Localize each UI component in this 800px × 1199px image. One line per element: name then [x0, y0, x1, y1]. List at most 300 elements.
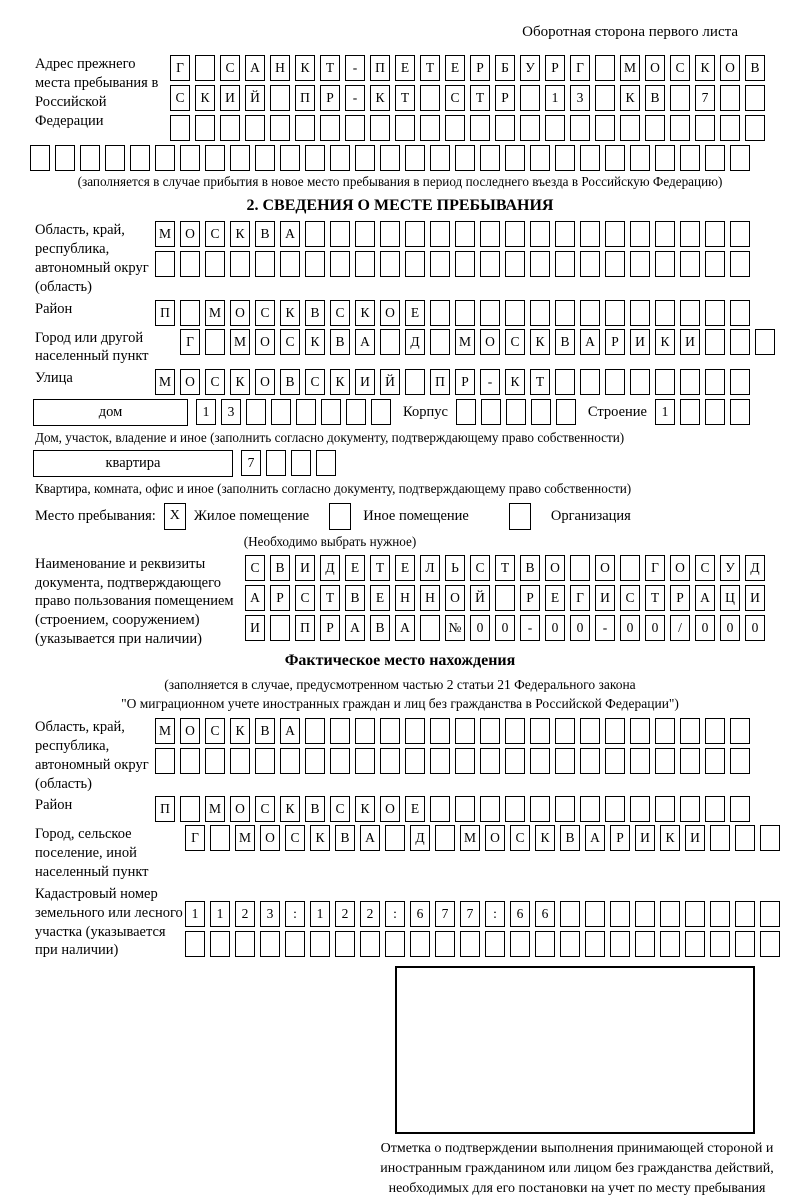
- char-cell[interactable]: [560, 901, 580, 927]
- char-cell[interactable]: Е: [445, 55, 465, 81]
- char-cell[interactable]: Е: [545, 585, 565, 611]
- char-cell[interactable]: К: [230, 718, 250, 744]
- char-cell[interactable]: О: [485, 825, 505, 851]
- char-cell[interactable]: 7: [435, 901, 455, 927]
- char-cell[interactable]: 7: [241, 450, 261, 476]
- char-cell[interactable]: Т: [495, 555, 515, 581]
- char-cell[interactable]: С: [220, 55, 240, 81]
- char-cell[interactable]: [680, 796, 700, 822]
- char-cell[interactable]: О: [180, 369, 200, 395]
- char-cell[interactable]: А: [395, 615, 415, 641]
- char-cell[interactable]: [530, 748, 550, 774]
- char-cell[interactable]: П: [295, 615, 315, 641]
- char-cell[interactable]: Е: [395, 555, 415, 581]
- char-cell[interactable]: 3: [570, 85, 590, 111]
- char-cell[interactable]: [480, 300, 500, 326]
- char-cell[interactable]: [455, 748, 475, 774]
- char-cell[interactable]: [505, 300, 525, 326]
- char-cell[interactable]: [580, 796, 600, 822]
- char-cell[interactable]: М: [235, 825, 255, 851]
- char-cell[interactable]: Г: [170, 55, 190, 81]
- char-cell[interactable]: [680, 718, 700, 744]
- char-cell[interactable]: [170, 115, 190, 141]
- char-cell[interactable]: [635, 931, 655, 957]
- char-cell[interactable]: А: [585, 825, 605, 851]
- char-cell[interactable]: А: [245, 55, 265, 81]
- char-cell[interactable]: Д: [405, 329, 425, 355]
- char-cell[interactable]: 1: [310, 901, 330, 927]
- char-cell[interactable]: [670, 115, 690, 141]
- char-cell[interactable]: [270, 115, 290, 141]
- char-cell[interactable]: [730, 718, 750, 744]
- char-cell[interactable]: [310, 931, 330, 957]
- char-cell[interactable]: К: [195, 85, 215, 111]
- char-cell[interactable]: [480, 221, 500, 247]
- char-cell[interactable]: К: [305, 329, 325, 355]
- char-cell[interactable]: И: [245, 615, 265, 641]
- char-cell[interactable]: С: [205, 369, 225, 395]
- char-cell[interactable]: О: [180, 718, 200, 744]
- char-cell[interactable]: О: [595, 555, 615, 581]
- char-cell[interactable]: Н: [395, 585, 415, 611]
- char-cell[interactable]: [480, 251, 500, 277]
- char-cell[interactable]: [560, 931, 580, 957]
- char-cell[interactable]: [730, 221, 750, 247]
- char-cell[interactable]: Н: [420, 585, 440, 611]
- char-cell[interactable]: С: [255, 300, 275, 326]
- char-cell[interactable]: 0: [745, 615, 765, 641]
- char-cell[interactable]: [595, 115, 615, 141]
- char-cell[interactable]: У: [520, 55, 540, 81]
- char-cell[interactable]: -: [520, 615, 540, 641]
- char-cell[interactable]: Р: [545, 55, 565, 81]
- char-cell[interactable]: [545, 115, 565, 141]
- char-cell[interactable]: О: [380, 300, 400, 326]
- char-cell[interactable]: И: [745, 585, 765, 611]
- char-cell[interactable]: В: [745, 55, 765, 81]
- char-cell[interactable]: И: [595, 585, 615, 611]
- char-cell[interactable]: [155, 748, 175, 774]
- char-cell[interactable]: [730, 251, 750, 277]
- char-cell[interactable]: И: [685, 825, 705, 851]
- char-cell[interactable]: В: [255, 221, 275, 247]
- char-cell[interactable]: [285, 931, 305, 957]
- char-cell[interactable]: [530, 796, 550, 822]
- char-cell[interactable]: [316, 450, 336, 476]
- char-cell[interactable]: Б: [495, 55, 515, 81]
- char-cell[interactable]: [555, 300, 575, 326]
- char-cell[interactable]: 1: [655, 399, 675, 425]
- char-cell[interactable]: [385, 825, 405, 851]
- char-cell[interactable]: [730, 796, 750, 822]
- char-cell[interactable]: [605, 718, 625, 744]
- char-cell[interactable]: Р: [320, 615, 340, 641]
- char-cell[interactable]: М: [230, 329, 250, 355]
- char-cell[interactable]: [405, 221, 425, 247]
- char-cell[interactable]: [580, 251, 600, 277]
- char-cell[interactable]: 0: [720, 615, 740, 641]
- char-cell[interactable]: [530, 221, 550, 247]
- char-cell[interactable]: [130, 145, 150, 171]
- char-cell[interactable]: [430, 145, 450, 171]
- char-cell[interactable]: [155, 145, 175, 171]
- char-cell[interactable]: [680, 145, 700, 171]
- char-cell[interactable]: И: [635, 825, 655, 851]
- char-cell[interactable]: [530, 718, 550, 744]
- char-cell[interactable]: [680, 369, 700, 395]
- char-cell[interactable]: П: [295, 85, 315, 111]
- char-cell[interactable]: [510, 931, 530, 957]
- char-cell[interactable]: [230, 251, 250, 277]
- char-cell[interactable]: [105, 145, 125, 171]
- char-cell[interactable]: 2: [360, 901, 380, 927]
- char-cell[interactable]: [605, 369, 625, 395]
- char-cell[interactable]: О: [380, 796, 400, 822]
- char-cell[interactable]: С: [330, 300, 350, 326]
- char-cell[interactable]: К: [230, 369, 250, 395]
- char-cell[interactable]: [205, 145, 225, 171]
- char-cell[interactable]: [410, 931, 430, 957]
- char-cell[interactable]: М: [460, 825, 480, 851]
- char-cell[interactable]: [710, 825, 730, 851]
- char-cell[interactable]: [630, 221, 650, 247]
- char-cell[interactable]: [685, 901, 705, 927]
- char-cell[interactable]: Г: [570, 585, 590, 611]
- char-cell[interactable]: М: [455, 329, 475, 355]
- char-cell[interactable]: [255, 748, 275, 774]
- char-cell[interactable]: [720, 85, 740, 111]
- char-cell[interactable]: С: [330, 796, 350, 822]
- char-cell[interactable]: Е: [370, 585, 390, 611]
- char-cell[interactable]: К: [230, 221, 250, 247]
- char-cell[interactable]: [630, 251, 650, 277]
- char-cell[interactable]: [330, 718, 350, 744]
- char-cell[interactable]: [730, 329, 750, 355]
- char-cell[interactable]: И: [295, 555, 315, 581]
- char-cell[interactable]: 3: [221, 399, 241, 425]
- char-cell[interactable]: [360, 931, 380, 957]
- char-cell[interactable]: К: [695, 55, 715, 81]
- char-cell[interactable]: [710, 931, 730, 957]
- char-cell[interactable]: В: [645, 85, 665, 111]
- char-cell[interactable]: И: [355, 369, 375, 395]
- char-cell[interactable]: М: [205, 300, 225, 326]
- char-cell[interactable]: М: [155, 718, 175, 744]
- char-cell[interactable]: [385, 931, 405, 957]
- char-cell[interactable]: [420, 85, 440, 111]
- char-cell[interactable]: Р: [610, 825, 630, 851]
- char-cell[interactable]: [355, 221, 375, 247]
- char-cell[interactable]: [520, 115, 540, 141]
- char-cell[interactable]: О: [545, 555, 565, 581]
- char-cell[interactable]: [605, 251, 625, 277]
- char-cell[interactable]: [555, 369, 575, 395]
- char-cell[interactable]: А: [695, 585, 715, 611]
- char-cell[interactable]: [270, 615, 290, 641]
- char-cell[interactable]: [435, 825, 455, 851]
- char-cell[interactable]: 0: [620, 615, 640, 641]
- char-cell[interactable]: [405, 145, 425, 171]
- char-cell[interactable]: [55, 145, 75, 171]
- char-cell[interactable]: О: [230, 300, 250, 326]
- char-cell[interactable]: [580, 369, 600, 395]
- char-cell[interactable]: [605, 796, 625, 822]
- char-cell[interactable]: К: [535, 825, 555, 851]
- char-cell[interactable]: [305, 145, 325, 171]
- char-cell[interactable]: П: [155, 300, 175, 326]
- char-cell[interactable]: [355, 718, 375, 744]
- char-cell[interactable]: В: [520, 555, 540, 581]
- char-cell[interactable]: Т: [320, 585, 340, 611]
- char-cell[interactable]: [705, 369, 725, 395]
- char-cell[interactable]: [246, 399, 266, 425]
- char-cell[interactable]: 3: [260, 901, 280, 927]
- char-cell[interactable]: С: [620, 585, 640, 611]
- char-cell[interactable]: -: [345, 85, 365, 111]
- char-cell[interactable]: [180, 748, 200, 774]
- char-cell[interactable]: [555, 251, 575, 277]
- char-cell[interactable]: 2: [335, 901, 355, 927]
- char-cell[interactable]: Р: [520, 585, 540, 611]
- char-cell[interactable]: [380, 718, 400, 744]
- char-cell[interactable]: 0: [695, 615, 715, 641]
- char-cell[interactable]: [556, 399, 576, 425]
- char-cell[interactable]: Г: [645, 555, 665, 581]
- char-cell[interactable]: [455, 145, 475, 171]
- char-cell[interactable]: [530, 251, 550, 277]
- char-cell[interactable]: К: [295, 55, 315, 81]
- char-cell[interactable]: Р: [605, 329, 625, 355]
- char-cell[interactable]: 7: [695, 85, 715, 111]
- char-cell[interactable]: [220, 115, 240, 141]
- char-cell[interactable]: 0: [570, 615, 590, 641]
- char-cell[interactable]: [455, 300, 475, 326]
- char-cell[interactable]: Т: [645, 585, 665, 611]
- char-cell[interactable]: [580, 221, 600, 247]
- char-cell[interactable]: В: [560, 825, 580, 851]
- char-cell[interactable]: [205, 748, 225, 774]
- char-cell[interactable]: Е: [395, 55, 415, 81]
- char-cell[interactable]: С: [170, 85, 190, 111]
- char-cell[interactable]: [655, 796, 675, 822]
- char-cell[interactable]: 0: [495, 615, 515, 641]
- char-cell[interactable]: [595, 55, 615, 81]
- char-cell[interactable]: Г: [185, 825, 205, 851]
- char-cell[interactable]: [735, 931, 755, 957]
- char-cell[interactable]: [720, 115, 740, 141]
- char-cell[interactable]: [420, 615, 440, 641]
- char-cell[interactable]: К: [310, 825, 330, 851]
- char-cell[interactable]: 2: [235, 901, 255, 927]
- char-cell[interactable]: М: [620, 55, 640, 81]
- char-cell[interactable]: [520, 85, 540, 111]
- char-cell[interactable]: [180, 145, 200, 171]
- char-cell[interactable]: [305, 718, 325, 744]
- char-cell[interactable]: [730, 145, 750, 171]
- char-cell[interactable]: О: [480, 329, 500, 355]
- char-cell[interactable]: [330, 221, 350, 247]
- char-cell[interactable]: [481, 399, 501, 425]
- char-cell[interactable]: [620, 115, 640, 141]
- char-cell[interactable]: Р: [320, 85, 340, 111]
- char-cell[interactable]: У: [720, 555, 740, 581]
- char-cell[interactable]: П: [155, 796, 175, 822]
- char-cell[interactable]: [485, 931, 505, 957]
- char-cell[interactable]: Р: [495, 85, 515, 111]
- char-cell[interactable]: [580, 748, 600, 774]
- char-cell[interactable]: [505, 221, 525, 247]
- char-cell[interactable]: Н: [270, 55, 290, 81]
- char-cell[interactable]: [760, 931, 780, 957]
- char-cell[interactable]: [585, 901, 605, 927]
- char-cell[interactable]: [735, 901, 755, 927]
- char-cell[interactable]: [685, 931, 705, 957]
- char-cell[interactable]: Т: [320, 55, 340, 81]
- char-cell[interactable]: Г: [180, 329, 200, 355]
- char-cell[interactable]: Д: [410, 825, 430, 851]
- char-cell[interactable]: К: [280, 300, 300, 326]
- char-cell[interactable]: 1: [185, 901, 205, 927]
- char-cell[interactable]: /: [670, 615, 690, 641]
- char-cell[interactable]: 0: [470, 615, 490, 641]
- char-cell[interactable]: [235, 931, 255, 957]
- char-cell[interactable]: [745, 85, 765, 111]
- char-cell[interactable]: [745, 115, 765, 141]
- char-cell[interactable]: В: [330, 329, 350, 355]
- char-cell[interactable]: -: [345, 55, 365, 81]
- char-cell[interactable]: [630, 796, 650, 822]
- char-cell[interactable]: С: [510, 825, 530, 851]
- char-cell[interactable]: [505, 251, 525, 277]
- char-cell[interactable]: [180, 796, 200, 822]
- char-cell[interactable]: В: [370, 615, 390, 641]
- char-cell[interactable]: [245, 115, 265, 141]
- char-cell[interactable]: [270, 85, 290, 111]
- char-cell[interactable]: [705, 399, 725, 425]
- char-cell[interactable]: [395, 115, 415, 141]
- char-cell[interactable]: [760, 825, 780, 851]
- char-cell[interactable]: А: [245, 585, 265, 611]
- char-cell[interactable]: [470, 115, 490, 141]
- char-cell[interactable]: [430, 796, 450, 822]
- char-cell[interactable]: [630, 369, 650, 395]
- char-cell[interactable]: [180, 300, 200, 326]
- char-cell[interactable]: [705, 329, 725, 355]
- char-cell[interactable]: [80, 145, 100, 171]
- char-cell[interactable]: [380, 748, 400, 774]
- char-cell[interactable]: Р: [270, 585, 290, 611]
- char-cell[interactable]: [430, 718, 450, 744]
- char-cell[interactable]: [296, 399, 316, 425]
- char-cell[interactable]: С: [245, 555, 265, 581]
- char-cell[interactable]: В: [255, 718, 275, 744]
- char-cell[interactable]: [495, 585, 515, 611]
- char-cell[interactable]: Л: [420, 555, 440, 581]
- char-cell[interactable]: [505, 748, 525, 774]
- char-cell[interactable]: [355, 145, 375, 171]
- char-cell[interactable]: М: [155, 369, 175, 395]
- char-cell[interactable]: [730, 399, 750, 425]
- checkbox-zhiloe[interactable]: X: [164, 503, 186, 530]
- char-cell[interactable]: [455, 221, 475, 247]
- char-cell[interactable]: [445, 115, 465, 141]
- char-cell[interactable]: [180, 251, 200, 277]
- char-cell[interactable]: К: [280, 796, 300, 822]
- char-cell[interactable]: Е: [405, 796, 425, 822]
- char-cell[interactable]: К: [655, 329, 675, 355]
- char-cell[interactable]: О: [445, 585, 465, 611]
- char-cell[interactable]: 7: [460, 901, 480, 927]
- char-cell[interactable]: А: [280, 221, 300, 247]
- char-cell[interactable]: О: [720, 55, 740, 81]
- char-cell[interactable]: [660, 931, 680, 957]
- char-cell[interactable]: [380, 145, 400, 171]
- char-cell[interactable]: [755, 329, 775, 355]
- char-cell[interactable]: [630, 748, 650, 774]
- char-cell[interactable]: [680, 300, 700, 326]
- char-cell[interactable]: С: [470, 555, 490, 581]
- char-cell[interactable]: П: [370, 55, 390, 81]
- char-cell[interactable]: [455, 251, 475, 277]
- char-cell[interactable]: [430, 300, 450, 326]
- char-cell[interactable]: [330, 145, 350, 171]
- char-cell[interactable]: С: [295, 585, 315, 611]
- char-cell[interactable]: Т: [420, 55, 440, 81]
- char-cell[interactable]: [605, 748, 625, 774]
- char-cell[interactable]: [405, 369, 425, 395]
- char-cell[interactable]: [230, 145, 250, 171]
- char-cell[interactable]: [195, 55, 215, 81]
- char-cell[interactable]: [585, 931, 605, 957]
- char-cell[interactable]: В: [335, 825, 355, 851]
- char-cell[interactable]: [330, 251, 350, 277]
- char-cell[interactable]: [595, 85, 615, 111]
- char-cell[interactable]: [430, 221, 450, 247]
- char-cell[interactable]: [580, 145, 600, 171]
- char-cell[interactable]: [531, 399, 551, 425]
- char-cell[interactable]: [335, 931, 355, 957]
- char-cell[interactable]: С: [285, 825, 305, 851]
- char-cell[interactable]: Д: [320, 555, 340, 581]
- char-cell[interactable]: К: [620, 85, 640, 111]
- char-cell[interactable]: Т: [470, 85, 490, 111]
- char-cell[interactable]: [705, 145, 725, 171]
- char-cell[interactable]: 1: [210, 901, 230, 927]
- char-cell[interactable]: [645, 115, 665, 141]
- char-cell[interactable]: И: [220, 85, 240, 111]
- char-cell[interactable]: [670, 85, 690, 111]
- char-cell[interactable]: [705, 300, 725, 326]
- char-cell[interactable]: [555, 748, 575, 774]
- char-cell[interactable]: [506, 399, 526, 425]
- char-cell[interactable]: 0: [545, 615, 565, 641]
- char-cell[interactable]: О: [180, 221, 200, 247]
- char-cell[interactable]: [305, 221, 325, 247]
- char-cell[interactable]: [630, 145, 650, 171]
- char-cell[interactable]: [420, 115, 440, 141]
- char-cell[interactable]: В: [345, 585, 365, 611]
- char-cell[interactable]: [620, 555, 640, 581]
- char-cell[interactable]: [760, 901, 780, 927]
- char-cell[interactable]: В: [280, 369, 300, 395]
- char-cell[interactable]: [705, 748, 725, 774]
- char-cell[interactable]: С: [695, 555, 715, 581]
- char-cell[interactable]: С: [445, 85, 465, 111]
- char-cell[interactable]: [610, 901, 630, 927]
- char-cell[interactable]: Д: [745, 555, 765, 581]
- char-cell[interactable]: [370, 115, 390, 141]
- char-cell[interactable]: [260, 931, 280, 957]
